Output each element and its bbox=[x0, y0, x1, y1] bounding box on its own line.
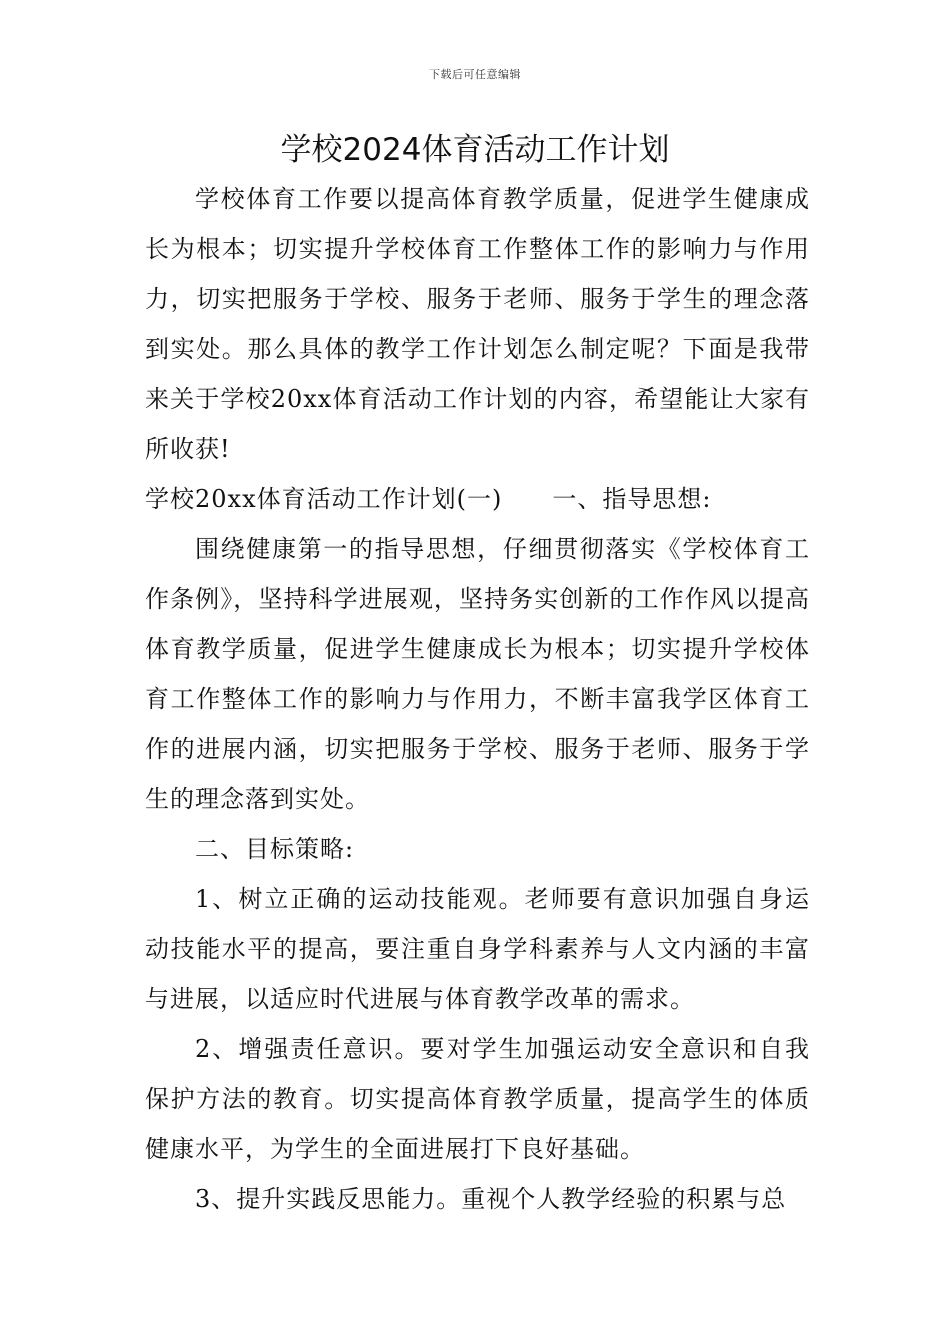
document-body bbox=[145, 174, 810, 1224]
intro-paragraph: 学校体育工作要以提高体育教学质量，促进学生健康成长为根本；切实提升学校体育工作整体工作的影响力与作用力，切实把服务于学校、服务于老师、服务于学生的理念落到实处。那么具体的教学工作计划怎么制定呢？下面是我带来关于学校20xx体育活动工作计划的内容，希望能让大家有所收获! bbox=[145, 185, 810, 463]
goal-item-1: 1、树立正确的运动技能观。老师要有意识加强自身运动技能水平的提高，要注重自身学科素养与人文内涵的丰富与进展，以适应时代进展与体育教学改革的需求。 bbox=[145, 885, 810, 1013]
guiding-idea-paragraph: 围绕健康第一的指导思想，仔细贯彻落实《学校体育工作条例》，坚持科学进展观，坚持务实创新的工作作风以提高体育教学质量，促进学生健康成长为根本；切实提升学校体育工作整体工作的影响力与作用力，不断丰富我学区体育工作的进展内涵，切实把服务于学校、服务于老师、服务于学生的理念落到实处。 bbox=[145, 535, 810, 813]
document-title: 学校2024体育活动工作计划 bbox=[280, 132, 670, 168]
header-note: 下载后可任意编辑 bbox=[429, 68, 521, 81]
section-heading-plan-one: 学校20xx体育活动工作计划(一) 一、指导思想: bbox=[145, 485, 712, 513]
section-heading-goals: 二、目标策略: bbox=[195, 835, 355, 863]
goal-item-3: 3、提升实践反思能力。重视个人教学经验的积累与总 bbox=[195, 1185, 787, 1213]
goal-item-2: 2、增强责任意识。要对学生加强运动安全意识和自我保护方法的教育。切实提高体育教学质量，提高学生的体质健康水平，为学生的全面进展打下良好基础。 bbox=[145, 1035, 810, 1163]
